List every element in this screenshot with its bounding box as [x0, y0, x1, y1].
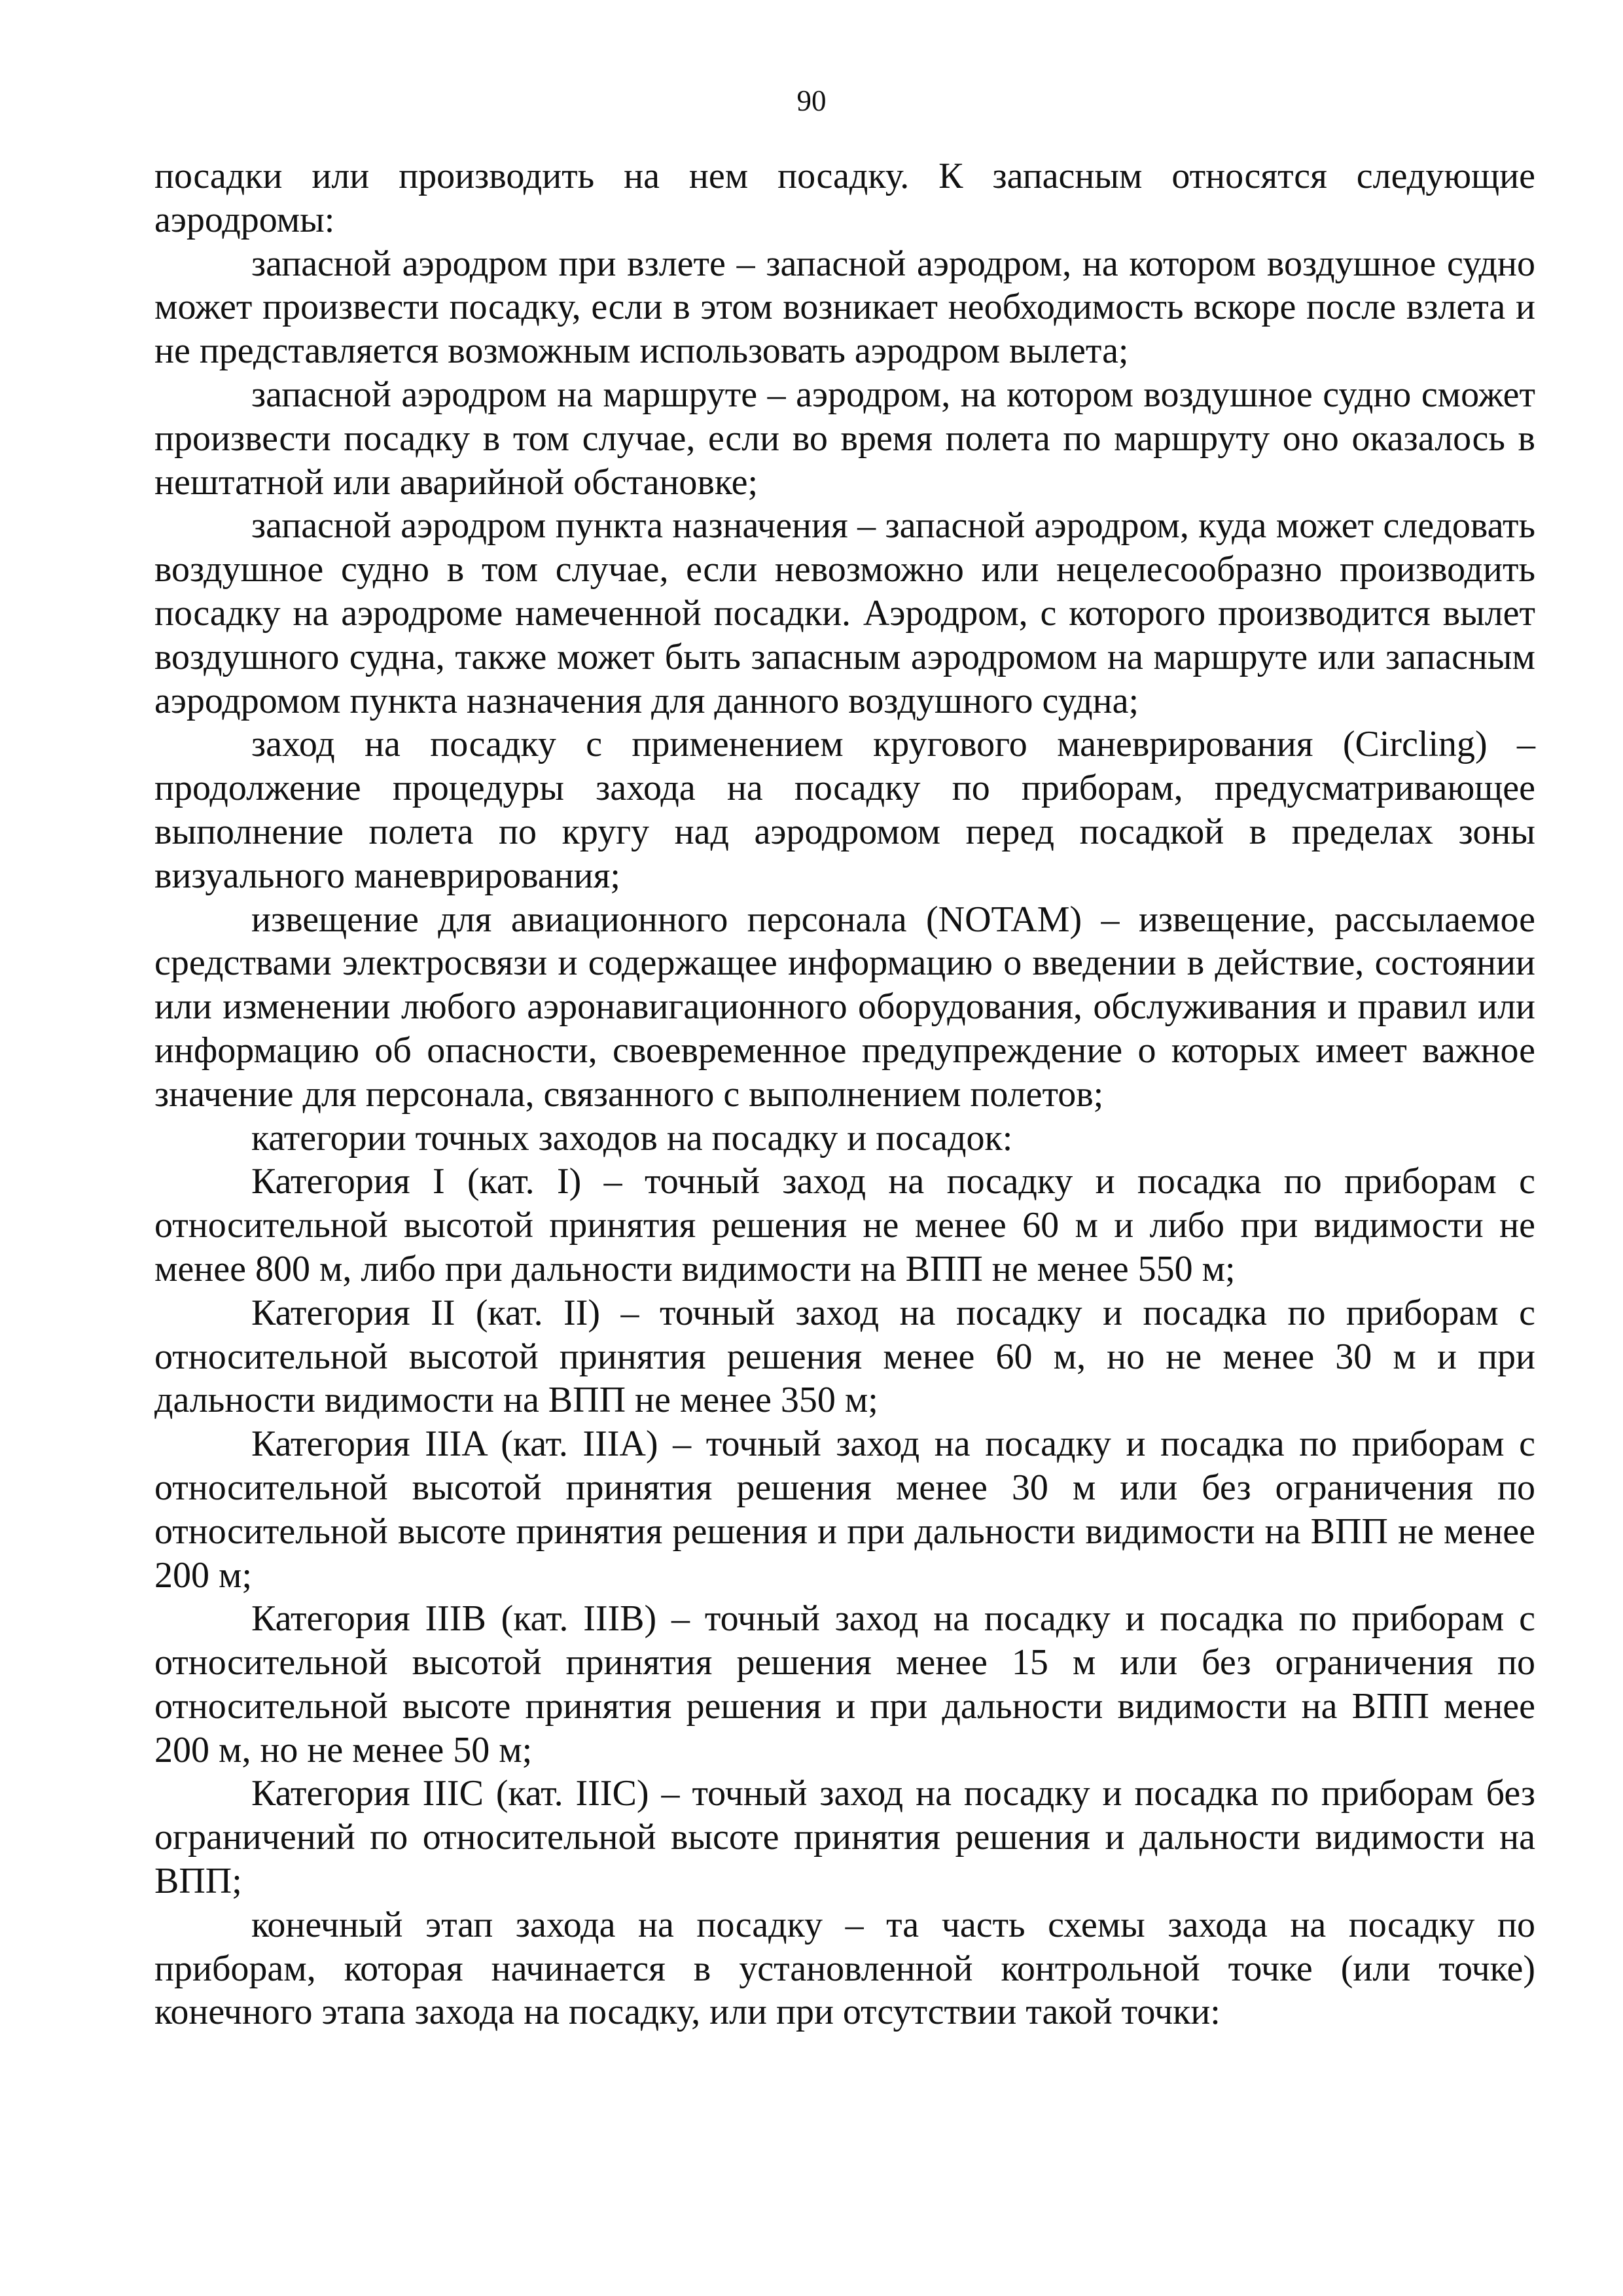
paragraph-circling: заход на посадку с применением кругового маневрирования (Circling) – продолжение процедуры захода на посадку по приборам, предусматривающее выполнение полета по кругу над аэродромом перед посадкой в пределах зоны визуального маневрирования; [154, 724, 1535, 896]
document-body [154, 154, 1535, 2034]
paragraph-destination-alternate: запасной аэродром пункта назначения – запасной аэродром, куда может следовать воздушное судно в том случае, если невозможно или нецелесообразно производить посадку на аэродроме намеченной посадки. Аэродром, с которого производится вылет воздушного судна, также может быть запасным аэродромом на маршруте или запасным аэродромом пункта назначения для данного воздушного судна; [154, 505, 1535, 721]
paragraph-final-approach: конечный этап захода на посадку – та часть схемы захода на посадку по приборам, которая начинается в установленной контрольной точке (или точке) конечного этапа захода на посадку, или при отсутствии такой точки: [154, 1904, 1535, 2033]
paragraph-notam: извещение для авиационного персонала (NOTAM) – извещение, рассылаемое средствами электросвязи и содержащее информацию о введении в действие, состоянии или изменении любого аэронавигационного оборудования, обслуживания и правил или информацию об опасности, своевременное предупреждение о которых имеет важное значение для персонала, связанного с выполнением полетов; [154, 899, 1535, 1115]
paragraph-takeoff-alternate: запасной аэродром при взлете – запасной аэродром, на котором воздушное судно может произвести посадку, если в этом возникает необходимость вскоре после взлета и не представляется возможным использовать аэродром вылета; [154, 243, 1535, 372]
paragraph-enroute-alternate: запасной аэродром на маршруте – аэродром, на котором воздушное судно сможет произвести посадку в том случае, если во время полета по маршруту оно оказалось в нештатной или аварийной обстановке; [154, 374, 1535, 503]
paragraph-category-iiib: Категория IIIB (кат. IIIB) – точный заход на посадку и посадка по приборам с относительной высотой принятия решения менее 15 м или без ограничения по относительной высоте принятия решения и при дальности видимости на ВПП менее 200 м, но не менее 50 м; [154, 1598, 1535, 1770]
paragraph-continuation: посадки или производить на нем посадку. К запасным относятся следующие аэродромы: [154, 156, 1535, 240]
paragraph-category-i: Категория I (кат. I) – точный заход на посадку и посадка по приборам с относительной высотой принятия решения не менее 60 м и либо при видимости не менее 800 м, либо при дальности видимости на ВПП не менее 550 м; [154, 1161, 1535, 1289]
paragraph-category-iiia: Категория IIIA (кат. IIIA) – точный заход на посадку и посадка по приборам с относительной высотой принятия решения менее 30 м или без ограничения по относительной высоте принятия решения и при дальности видимости на ВПП не менее 200 м; [154, 1424, 1535, 1596]
paragraph-category-iiic: Категория IIIC (кат. IIIC) – точный заход на посадку и посадка по приборам без ограничений по относительной высоте принятия решения и дальности видимости на ВПП; [154, 1773, 1535, 1902]
paragraph-approach-categories: категории точных заходов на посадку и посадок: [251, 1117, 1013, 1158]
page-number: 90 [796, 84, 827, 117]
paragraph-category-ii: Категория II (кат. II) – точный заход на посадку и посадка по приборам с относительной высотой принятия решения менее 60 м, но не менее 30 м и при дальности видимости на ВПП не менее 350 м; [154, 1292, 1535, 1421]
